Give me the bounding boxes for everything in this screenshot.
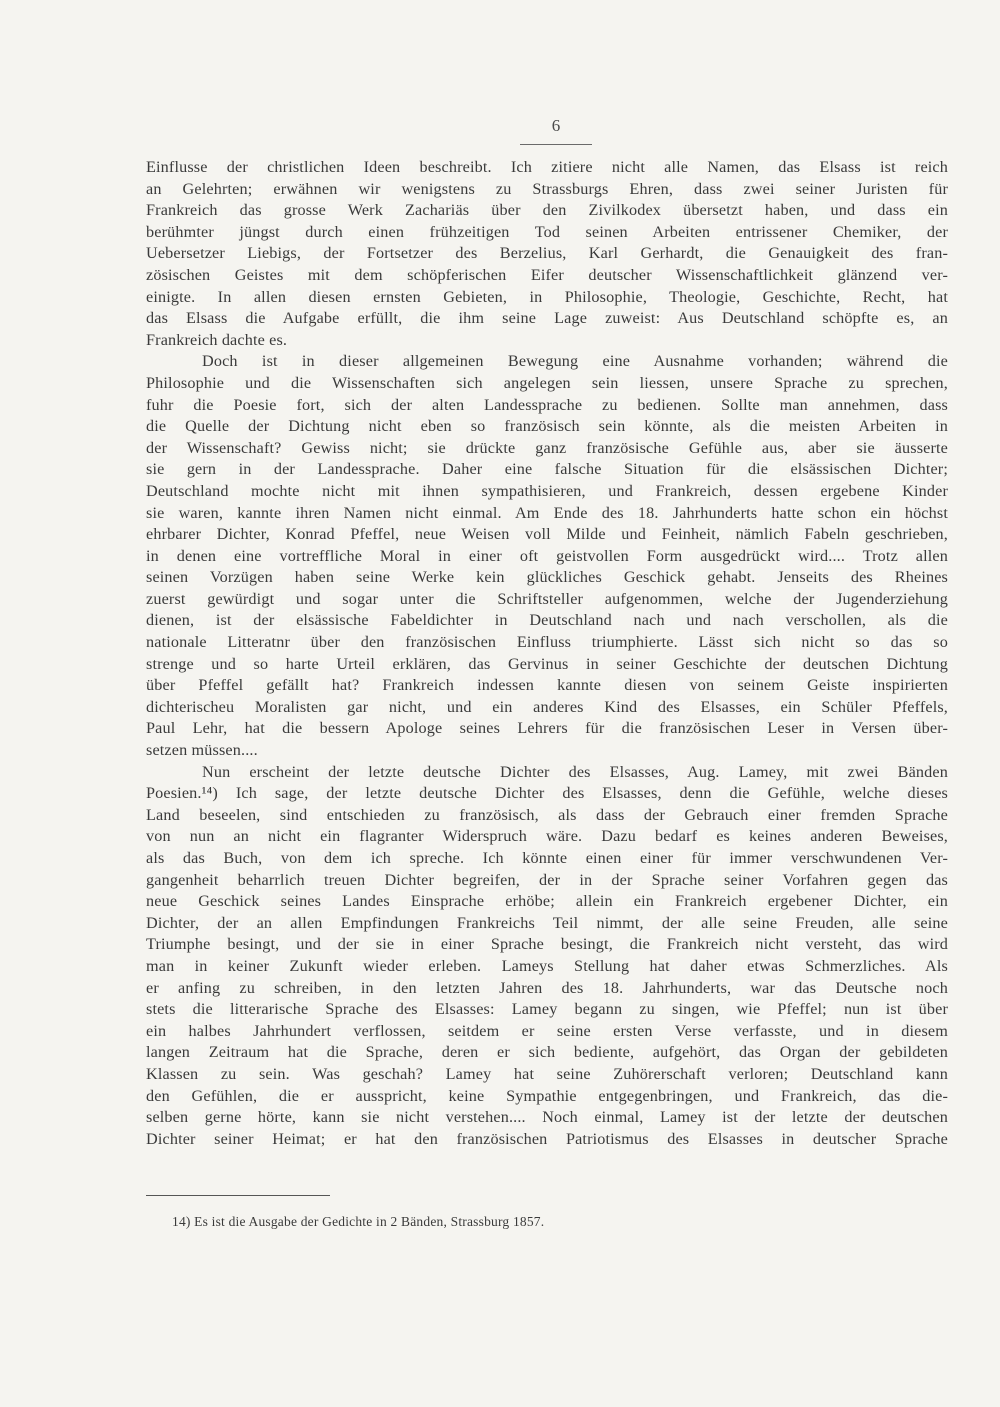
text-line: der Wissenschaft? Gewiss nicht; sie drückte ganz französische Gefühle aus, aber sie äusserte — [146, 438, 948, 457]
text-line: sie waren, kannte ihren Namen nicht einmal. Am Ende des 18. Jahrhunderts hatte schon ein höchst — [146, 503, 948, 522]
text-line: strenge und so harte Urteil erklären, das Gervinus in seiner Geschichte der deutschen Dichtung — [146, 654, 948, 673]
text-line: Klassen zu sein. Was geschah? Lamey hat seine Zuhörerschaft verloren; Deutschland kann — [146, 1064, 948, 1083]
text-line: Triumphe besingt, und der sie in einer Sprache besingt, die Frankreich nicht versteht, das wird — [146, 935, 948, 954]
text-line: Dichter seiner Heimat; er hat den französischen Patriotismus des Elsasses in deutscher Sprache — [146, 1129, 948, 1148]
text-line: berühmter jüngst durch einen frühzeitigen Tod seinen Arbeiten entrissener Chemiker, der — [146, 222, 948, 241]
text-line: Dichter, der an allen Empfindungen Frankreichs Teil nimmt, der alle seine Freuden, alle seine — [146, 913, 948, 932]
text-line: Frankreich das grosse Werk Zachariäs über den Zivilkodex übersetzt haben, und dass ein — [146, 201, 948, 220]
text-line: selben gerne hörte, kann sie nicht verstehen.... Noch einmal, Lamey ist der letzte der deutschen — [146, 1108, 948, 1127]
text-line: zuerst gewürdigt und sogar unter die Schriftsteller aufgenommen, welche der Jugenderziehung — [146, 589, 948, 608]
text-line: Nun erscheint der letzte deutsche Dichter des Elsasses, Aug. Lamey, mit zwei Bänden — [202, 762, 948, 781]
text-line: als das Buch, von dem ich spreche. Ich könnte einen einer für immer verschwundenen Ver- — [146, 849, 948, 867]
text-line: die Quelle der Dichtung nicht eben so französisch sein könnte, als die meisten Arbeiten in — [146, 417, 948, 436]
header-rule — [520, 144, 592, 145]
text-line: über Pfeffel gefällt hat? Frankreich indessen kannte diesen von seinem Geiste inspirierten — [146, 676, 948, 695]
text-line: stets die litterarische Sprache des Elsasses: Lamey begann zu singen, wie Pfeffel; nun ist über — [146, 1000, 948, 1019]
text-line: von nun an nicht ein flagranter Widerspruch wäre. Dazu bedarf es keines anderen Beweises, — [146, 827, 948, 846]
text-line: dichterischeu Moralisten gar nicht, und ein anderes Kind des Elsasses, ein Schüler Pfeffels, — [146, 697, 948, 716]
text-line: Paul Lehr, hat die bessern Apologe seines Lehrers für die französischen Leser in Versen über- — [146, 719, 948, 738]
text-line: Doch ist in dieser allgemeinen Bewegung eine Ausnahme vorhanden; während die — [202, 352, 948, 371]
text-line: Poesien.¹⁴) Ich sage, der letzte deutsche Dichter des Elsasses, denn die Gefühle, welche dieses — [146, 784, 948, 803]
text-line: man in keiner Zukunft wieder erleben. Lameys Stellung hat daher etwas Schmerzliches. Als — [146, 956, 948, 975]
body-text — [146, 157, 948, 1150]
text-line: ehrbarer Dichter, Konrad Pfeffel, neue Weisen voll Milde und Feinheit, nämlich Fabeln geschrieben, — [146, 525, 948, 544]
text-line: neue Geschick seines Landes Einsprache erhöbe; allein ein Frankreich ergebener Dichter, ein — [146, 892, 948, 911]
text-line: das Elsass die Aufgabe erfüllt, die ihm seine Lage zuweist: Aus Deutschland schöpfte es, an — [146, 309, 948, 328]
text-line: seinen Vorzügen haben seine Werke kein glückliches Geschick gehabt. Jenseits des Rheines — [146, 568, 948, 587]
text-line: langen Zeitraum hat die Sprache, deren er sich bediente, aufgehört, das Organ der gebildeten — [146, 1043, 948, 1062]
text-line: sie gern in der Landessprache. Daher eine falsche Situation für die elsässischen Dichter; — [146, 460, 948, 479]
text-line: Deutschland mochte nicht mit ihnen sympathisieren, und Frankreich, dessen ergebene Kinder — [146, 481, 948, 500]
text-line: zösischen Geistes mit dem schöpferischen Eifer deutscher Wissenschaftlichkeit glänzend ver- — [146, 265, 948, 284]
page-number: 6 — [551, 116, 561, 135]
text-line: nationale Litteratnr über den französischen Einfluss triumphierte. Lässt sich nicht so das so — [146, 633, 948, 652]
text-line: ein halbes Jahrhundert verflossen, seitdem er seine ersten Verse verfasste, und in diesem — [146, 1021, 948, 1040]
text-line: Land beseelen, sind entschieden zu französisch, als dass der Gebrauch einer fremden Sprache — [146, 805, 948, 824]
text-line: Uebersetzer Liebigs, der Fortsetzer des Berzelius, Karl Gerhardt, die Genauigkeit des fran- — [146, 244, 948, 263]
text-line: Philosophie und die Wissenschaften sich angelegen sein liessen, unsere Sprache zu sprechen, — [146, 373, 948, 392]
text-line: Frankreich dachte es. — [146, 330, 288, 349]
footnote-separator — [146, 1195, 330, 1196]
text-line: an Gelehrten; erwähnen wir wenigstens zu Strassburgs Ehren, dass zwei seiner Juristen für — [146, 179, 948, 198]
page-header — [520, 116, 592, 145]
text-line: fuhr die Poesie fort, sich der alten Landessprache zu bedienen. Sollte man annehmen, dass — [146, 395, 948, 414]
text-line: Einflusse der christlichen Ideen beschreibt. Ich zitiere nicht alle Namen, das Elsass ist reich — [146, 158, 948, 176]
text-line: setzen müssen.... — [146, 741, 258, 760]
text-line: gangenheit beharrlich treuen Dichter begreifen, der in der Sprache seiner Vorfahren gegen das — [146, 870, 948, 889]
footnote: 14) Es ist die Ausgabe der Gedichte in 2 Bänden, Strassburg 1857. — [172, 1214, 545, 1229]
text-line: dienen, ist der elsässische Fabeldichter in Deutschland nach und nach verschollen, als die — [146, 611, 948, 630]
text-line: einigte. In allen diesen ernsten Gebieten, in Philosophie, Theologie, Geschichte, Recht, hat — [146, 287, 948, 306]
text-line: er anfing zu schreiben, in den letzten Jahren des 18. Jahrhunderts, war das Deutsche noch — [146, 978, 948, 997]
text-line: in denen eine vortreffliche Moral in einer oft geistvollen Form ausgedrückt wird.... Trotz allen — [146, 546, 948, 565]
text-line: den Gefühlen, die er ausspricht, keine Sympathie entgegenbringen, und Frankreich, das die- — [146, 1086, 948, 1105]
